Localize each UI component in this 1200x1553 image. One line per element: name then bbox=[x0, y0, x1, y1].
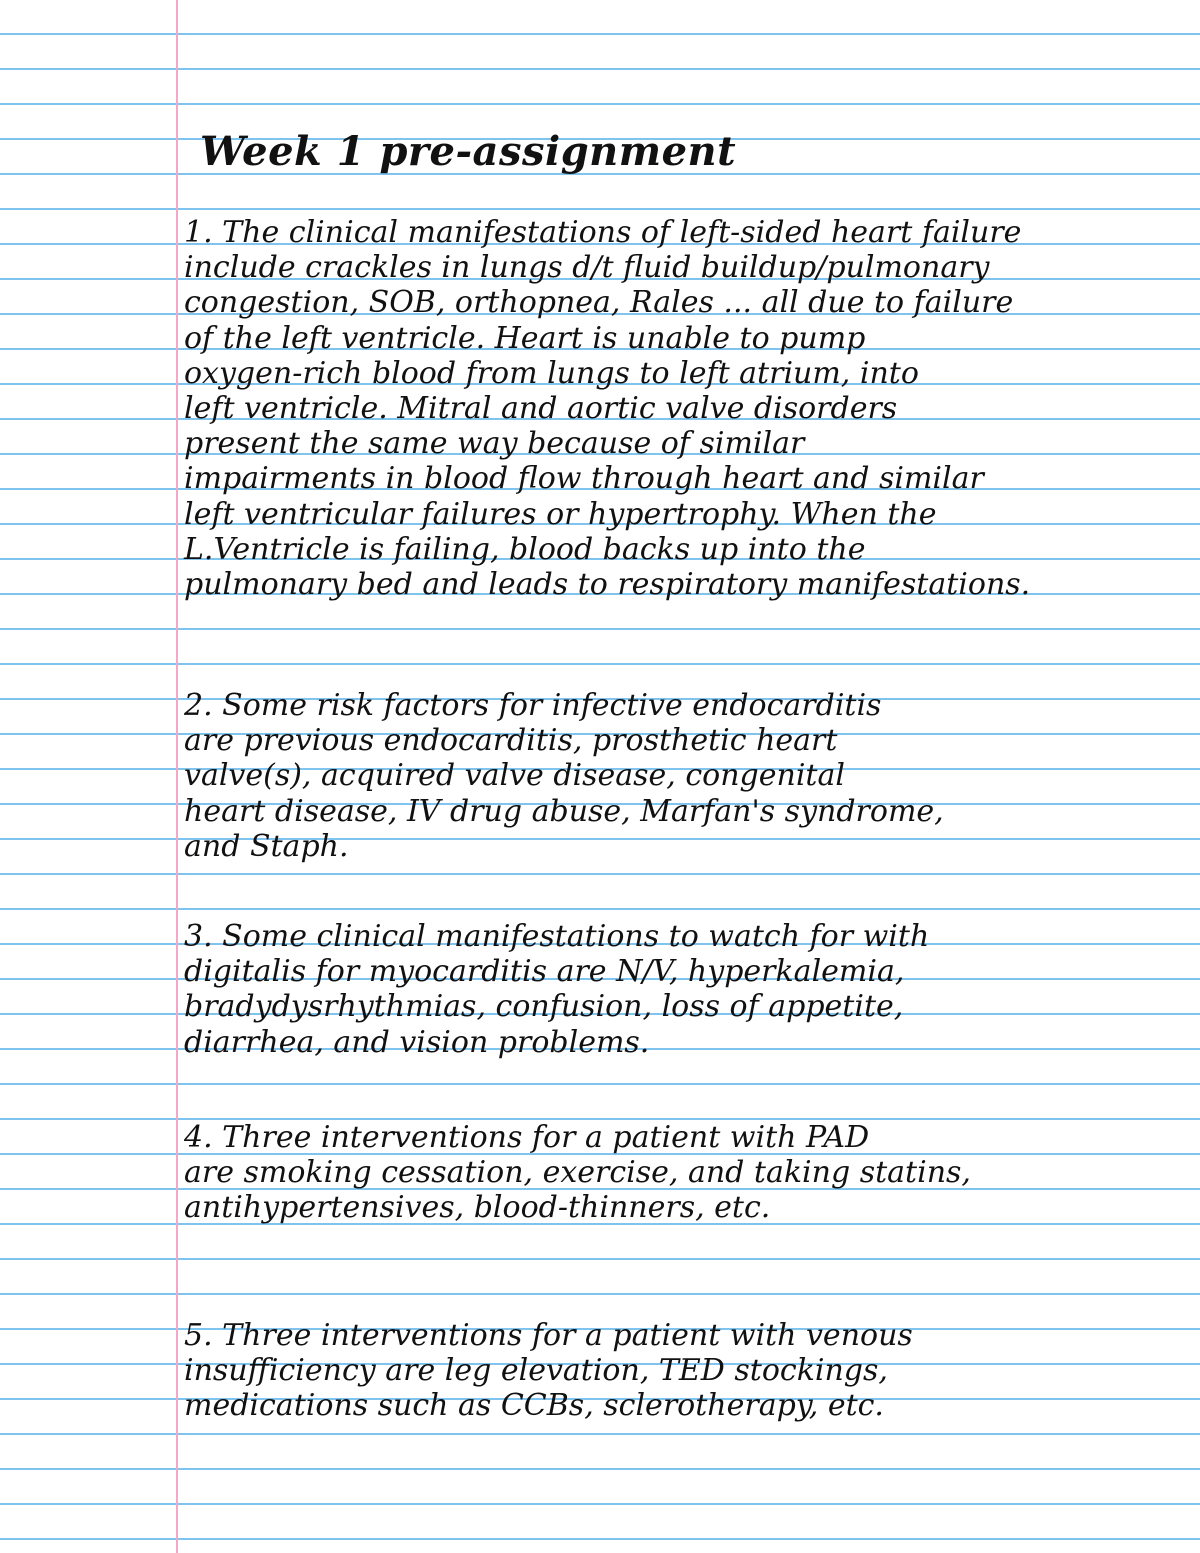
answer-line: insufficiency are leg elevation, TED stockings, bbox=[184, 1353, 888, 1389]
answer-line: oxygen-rich blood from lungs to left atrium, into bbox=[184, 355, 919, 391]
answer-line: 3. Some clinical manifestations to watch for with bbox=[184, 919, 930, 954]
answer-line: present the same way because of similar bbox=[184, 426, 805, 462]
answer-line: congestion, SOB, orthopnea, Rales ... all due to failure bbox=[184, 285, 1014, 321]
answer-4 bbox=[184, 1120, 971, 1226]
answer-line: 5. Three interventions for a patient with venous bbox=[184, 1318, 913, 1353]
answer-line: and Staph. bbox=[184, 828, 349, 864]
answer-line: antihypertensives, blood-thinners, etc. bbox=[184, 1190, 771, 1226]
answer-line: of the left ventricle. Heart is unable to pump bbox=[184, 320, 866, 356]
answer-line: diarrhea, and vision problems. bbox=[184, 1024, 650, 1060]
answer-line: left ventricle. Mitral and aortic valve disorders bbox=[184, 390, 898, 426]
answer-line: are smoking cessation, exercise, and taking statins, bbox=[184, 1155, 971, 1191]
answer-line: digitalis for myocarditis are N/V, hyperkalemia, bbox=[184, 954, 905, 990]
answer-line: medications such as CCBs, sclerotherapy, etc. bbox=[184, 1388, 884, 1424]
answer-5 bbox=[184, 1318, 913, 1424]
answer-line: bradydysrhythmias, confusion, loss of appetite, bbox=[184, 989, 904, 1025]
answer-line: left ventricular failures or hypertrophy. When the bbox=[184, 496, 937, 532]
answer-2 bbox=[184, 688, 944, 864]
answer-line: 4. Three interventions for a patient with PAD bbox=[184, 1120, 870, 1155]
answer-line: 1. The clinical manifestations of left-sided heart failure bbox=[184, 215, 1022, 250]
answer-line: valve(s), acquired valve disease, congenital bbox=[184, 758, 845, 794]
answer-line: heart disease, IV drug abuse, Marfan's syndrome, bbox=[184, 793, 944, 829]
answer-line: include crackles in lungs d/t fluid buildup/pulmonary bbox=[184, 250, 990, 286]
answer-line: impairments in blood flow through heart and similar bbox=[184, 461, 984, 497]
answer-line: L.Ventricle is failing, blood backs up into the bbox=[184, 531, 866, 567]
answer-1 bbox=[184, 215, 1030, 602]
margin-line bbox=[176, 0, 178, 1553]
answer-line: pulmonary bed and leads to respiratory manifestations. bbox=[184, 566, 1031, 602]
answer-line: are previous endocarditis, prosthetic heart bbox=[184, 723, 838, 759]
answer-line: 2. Some risk factors for infective endocarditis bbox=[184, 688, 882, 723]
answer-3 bbox=[184, 919, 929, 1060]
page-title: Week 1 pre-assignment bbox=[200, 128, 737, 175]
